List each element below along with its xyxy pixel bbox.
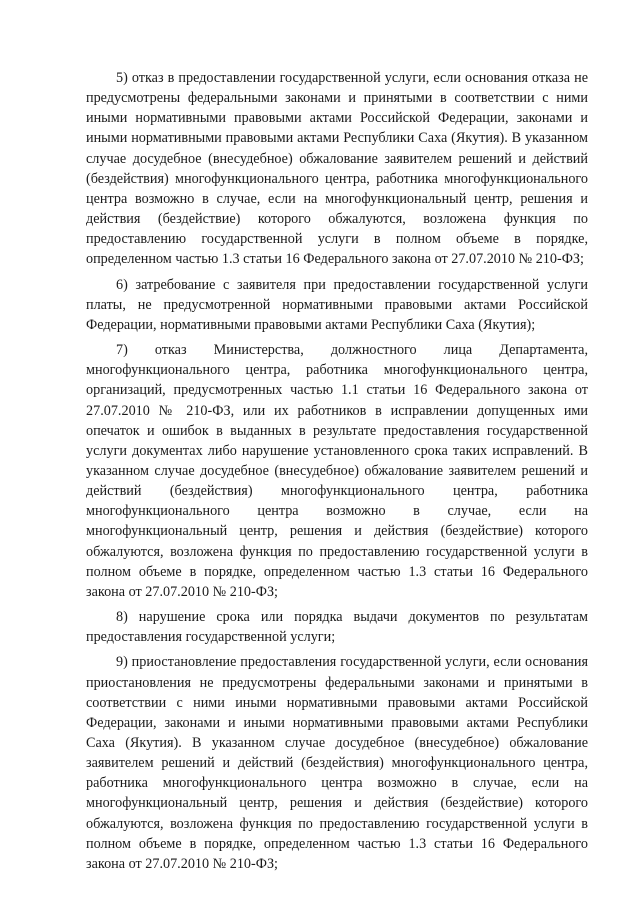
paragraph-item-7: 7) отказ Министерства, должностного лица Департамента, многофункционального центра, работника многофункционального центра, организаций, предусмотренных частью 1.1 статьи 16 Федерального закона от 27.07.2010 № 210-ФЗ, или их работников в исправлении допущенных ими опечаток и ошибок в выданных в результате предоставления государственной услуги документах либо нарушение установленного срока таких исправлений. В указанном случае досудебное (внесудебное) обжалование заявителем решений и действий (бездействия) многофункционального центра, работника многофункционального центра возможно в случае, если на многофункциональный центр, решения и действия (бездействие) которого обжалуются, возложена функция по предоставлению государственной услуги в полном объеме в порядке, определенном частью 1.3 статьи 16 Федерального закона от 27.07.2010 № 210-ФЗ; [86,342,588,600]
paragraph-item-9: 9) приостановление предоставления государственной услуги, если основания приостановления не предусмотрены федеральными законами и принятыми в соответствии с ними иными нормативными правовыми актами Российской Федерации, законами и иными нормативными правовыми актами Республики Саха (Якутия). В указанном случае досудебное (внесудебное) обжалование заявителем решений и действий (бездействия) многофункционального центра, работника многофункционального центра возможно в случае, если на многофункциональный центр, решения и действия (бездействие) которого обжалуются, возложена функция по предоставлению государственной услуги в полном объеме в порядке, определенном частью 1.3 статьи 16 Федерального закона от 27.07.2010 № 210-ФЗ; [86,654,588,872]
paragraph-item-6: 6) затребование с заявителя при предоставлении государственной услуги платы, не предусмотренной нормативными правовыми актами Российской Федерации, нормативными правовыми актами Республики Саха (Якутия); [86,276,588,333]
paragraph-item-8: 8) нарушение срока или порядка выдачи документов по результатам предоставления государственной услуги; [86,609,588,646]
paragraph-item-5: 5) отказ в предоставлении государственной услуги, если основания отказа не предусмотрены федеральными законами и принятыми в соответствии с ними иными нормативными правовыми актами Российской Федерации, законами и иными нормативными правовыми актами Республики Саха (Якутия). В указанном случае досудебное (внесудебное) обжалование заявителем решений и действий (бездействия) многофункционального центра, работника многофункционального центра возможно в случае, если на многофункциональный центр, решения и действия (бездействие) которого обжалуются, возложена функция по предоставлению государственной услуги в полном объеме в порядке, определенном частью 1.3 статьи 16 Федерального закона от 27.07.2010 № 210-ФЗ; [86,70,588,268]
document-body [86,68,588,874]
